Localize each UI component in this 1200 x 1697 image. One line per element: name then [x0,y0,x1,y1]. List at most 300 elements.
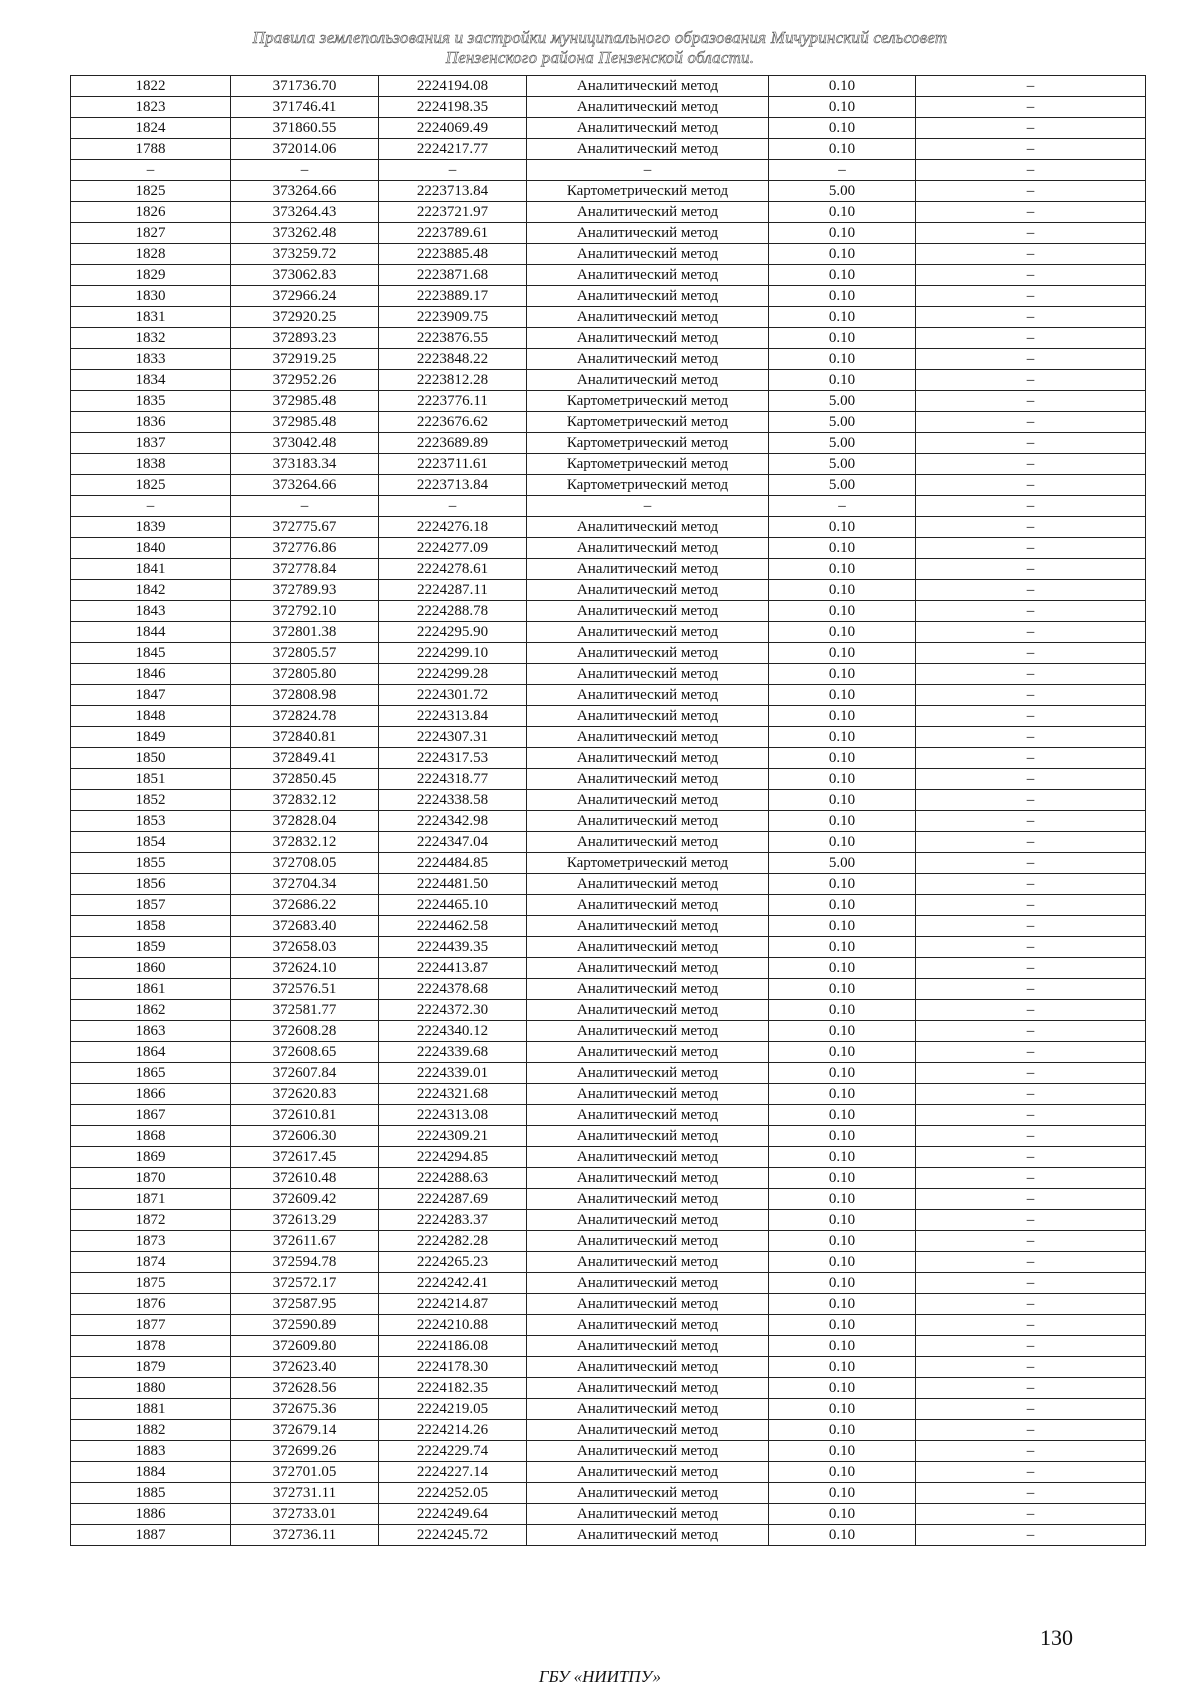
x-coordinate-cell: 372623.40 [231,1357,379,1378]
x-coordinate-cell: 372985.48 [231,412,379,433]
y-coordinate-cell: 2224339.01 [379,1063,527,1084]
y-coordinate-cell: 2224069.49 [379,118,527,139]
table-row [71,937,1146,958]
y-coordinate-cell: 2224186.08 [379,1336,527,1357]
accuracy-cell: 0.10 [769,1042,916,1063]
point-number-cell: 1841 [71,559,231,580]
table-row [71,559,1146,580]
x-coordinate-cell: 372893.23 [231,328,379,349]
point-number-cell: 1823 [71,97,231,118]
y-coordinate-cell: 2224465.10 [379,895,527,916]
y-coordinate-cell: 2224217.77 [379,139,527,160]
accuracy-cell: 0.10 [769,979,916,1000]
y-coordinate-cell: 2223812.28 [379,370,527,391]
method-cell: Аналитический метод [527,832,769,853]
x-coordinate-cell: 372608.65 [231,1042,379,1063]
point-number-cell: 1875 [71,1273,231,1294]
method-cell: Аналитический метод [527,580,769,601]
table-row [71,1252,1146,1273]
x-coordinate-cell: – [231,160,379,181]
method-cell: Аналитический метод [527,937,769,958]
y-coordinate-cell: 2224283.37 [379,1210,527,1231]
x-coordinate-cell: 372966.24 [231,286,379,307]
point-number-cell: 1874 [71,1252,231,1273]
y-coordinate-cell: 2224317.53 [379,748,527,769]
accuracy-cell: 0.10 [769,1378,916,1399]
accuracy-cell: – [769,496,916,517]
x-coordinate-cell: 372805.80 [231,664,379,685]
y-coordinate-cell: 2224484.85 [379,853,527,874]
point-number-cell: 1830 [71,286,231,307]
point-number-cell: 1871 [71,1189,231,1210]
accuracy-cell: 0.10 [769,664,916,685]
accuracy-cell: 0.10 [769,643,916,664]
point-number-cell: 1879 [71,1357,231,1378]
point-number-cell: 1825 [71,475,231,496]
accuracy-cell: 0.10 [769,895,916,916]
table-row [71,1294,1146,1315]
point-number-cell: 1840 [71,538,231,559]
x-coordinate-cell: 372658.03 [231,937,379,958]
table-row [71,622,1146,643]
method-cell: Аналитический метод [527,1357,769,1378]
table-row [71,853,1146,874]
x-coordinate-cell: 372952.26 [231,370,379,391]
method-cell: Аналитический метод [527,1189,769,1210]
method-cell: Аналитический метод [527,643,769,664]
accuracy-cell: 0.10 [769,622,916,643]
method-cell: Аналитический метод [527,664,769,685]
point-number-cell: 1884 [71,1462,231,1483]
point-number-cell: 1848 [71,706,231,727]
table-row [71,1315,1146,1336]
x-coordinate-cell: 372731.11 [231,1483,379,1504]
page-footer: ГБУ «НИИТПУ» [538,1667,662,1686]
point-number-cell: 1878 [71,1336,231,1357]
note-cell: – [916,1315,1146,1336]
y-coordinate-cell: 2224413.87 [379,958,527,979]
point-number-cell: 1851 [71,769,231,790]
x-coordinate-cell: 372824.78 [231,706,379,727]
method-cell: Аналитический метод [527,1084,769,1105]
accuracy-cell: 0.10 [769,832,916,853]
x-coordinate-cell: 372919.25 [231,349,379,370]
method-cell: Аналитический метод [527,538,769,559]
y-coordinate-cell: 2224288.78 [379,601,527,622]
y-coordinate-cell: 2224288.63 [379,1168,527,1189]
x-coordinate-cell: 372609.42 [231,1189,379,1210]
x-coordinate-cell: 372590.89 [231,1315,379,1336]
y-coordinate-cell: 2224210.88 [379,1315,527,1336]
table-row [71,454,1146,475]
y-coordinate-cell: – [379,160,527,181]
x-coordinate-cell: 372611.67 [231,1231,379,1252]
x-coordinate-cell: 372733.01 [231,1504,379,1525]
accuracy-cell: 5.00 [769,391,916,412]
table-row [71,349,1146,370]
note-cell: – [916,1357,1146,1378]
method-cell: Аналитический метод [527,1063,769,1084]
accuracy-cell: 0.10 [769,1441,916,1462]
note-cell: – [916,1441,1146,1462]
method-cell: Аналитический метод [527,1399,769,1420]
method-cell: Аналитический метод [527,979,769,1000]
y-coordinate-cell: 2224321.68 [379,1084,527,1105]
y-coordinate-cell: 2223871.68 [379,265,527,286]
note-cell: – [916,748,1146,769]
accuracy-cell: 0.10 [769,1420,916,1441]
method-cell: Аналитический метод [527,1378,769,1399]
note-cell: – [916,139,1146,160]
method-cell: Аналитический метод [527,1273,769,1294]
x-coordinate-cell: 373062.83 [231,265,379,286]
x-coordinate-cell: 372620.83 [231,1084,379,1105]
note-cell: – [916,1399,1146,1420]
y-coordinate-cell: 2223889.17 [379,286,527,307]
method-cell: Аналитический метод [527,1126,769,1147]
method-cell: Аналитический метод [527,1420,769,1441]
note-cell: – [916,1294,1146,1315]
y-coordinate-cell: 2224214.26 [379,1420,527,1441]
x-coordinate-cell: – [231,496,379,517]
point-number-cell: 1861 [71,979,231,1000]
x-coordinate-cell: 373264.43 [231,202,379,223]
coordinates-table-body [71,76,1146,1546]
method-cell: Аналитический метод [527,958,769,979]
point-number-cell: 1835 [71,391,231,412]
x-coordinate-cell: 372775.67 [231,517,379,538]
accuracy-cell: 0.10 [769,265,916,286]
accuracy-cell: 0.10 [769,1147,916,1168]
accuracy-cell: 0.10 [769,685,916,706]
point-number-cell: – [71,496,231,517]
note-cell: – [916,790,1146,811]
x-coordinate-cell: 372624.10 [231,958,379,979]
table-row [71,181,1146,202]
method-cell: Аналитический метод [527,685,769,706]
method-cell: Аналитический метод [527,874,769,895]
method-cell: Аналитический метод [527,76,769,97]
point-number-cell: 1869 [71,1147,231,1168]
y-coordinate-cell: 2224276.18 [379,517,527,538]
method-cell: Аналитический метод [527,1525,769,1546]
x-coordinate-cell: 372840.81 [231,727,379,748]
y-coordinate-cell: 2223713.84 [379,181,527,202]
note-cell: – [916,76,1146,97]
point-number-cell: 1882 [71,1420,231,1441]
point-number-cell: 1829 [71,265,231,286]
x-coordinate-cell: 372594.78 [231,1252,379,1273]
note-cell: – [916,391,1146,412]
accuracy-cell: 0.10 [769,1210,916,1231]
note-cell: – [916,1210,1146,1231]
table-row [71,1021,1146,1042]
page-number: 130 [1040,1625,1073,1650]
note-cell: – [916,328,1146,349]
y-coordinate-cell: 2224313.08 [379,1105,527,1126]
method-cell: Аналитический метод [527,139,769,160]
y-coordinate-cell: 2224307.31 [379,727,527,748]
point-number-cell: 1828 [71,244,231,265]
accuracy-cell: 0.10 [769,1504,916,1525]
method-cell: Аналитический метод [527,706,769,727]
note-cell: – [916,853,1146,874]
point-number-cell: 1827 [71,223,231,244]
accuracy-cell: 0.10 [769,1063,916,1084]
note-cell: – [916,202,1146,223]
x-coordinate-cell: 372920.25 [231,307,379,328]
table-row [71,1462,1146,1483]
x-coordinate-cell: 371860.55 [231,118,379,139]
note-cell: – [916,1105,1146,1126]
accuracy-cell: 5.00 [769,412,916,433]
y-coordinate-cell: 2223713.84 [379,475,527,496]
y-coordinate-cell: 2224481.50 [379,874,527,895]
y-coordinate-cell: 2223689.89 [379,433,527,454]
accuracy-cell: 0.10 [769,1021,916,1042]
table-row [71,391,1146,412]
accuracy-cell: 0.10 [769,517,916,538]
method-cell: Картометрический метод [527,475,769,496]
method-cell: Аналитический метод [527,559,769,580]
y-coordinate-cell: 2223885.48 [379,244,527,265]
method-cell: Аналитический метод [527,370,769,391]
note-cell: – [916,307,1146,328]
y-coordinate-cell: 2224252.05 [379,1483,527,1504]
accuracy-cell: 0.10 [769,97,916,118]
y-coordinate-cell: 2224299.28 [379,664,527,685]
note-cell: – [916,517,1146,538]
note-cell: – [916,433,1146,454]
table-row [71,664,1146,685]
table-row [71,643,1146,664]
x-coordinate-cell: 372581.77 [231,1000,379,1021]
accuracy-cell: 0.10 [769,811,916,832]
x-coordinate-cell: 372792.10 [231,601,379,622]
table-row [71,727,1146,748]
point-number-cell: 1855 [71,853,231,874]
x-coordinate-cell: 372808.98 [231,685,379,706]
method-cell: Аналитический метод [527,223,769,244]
accuracy-cell: 0.10 [769,601,916,622]
y-coordinate-cell: 2223789.61 [379,223,527,244]
x-coordinate-cell: 372610.48 [231,1168,379,1189]
accuracy-cell: 0.10 [769,769,916,790]
accuracy-cell: 0.10 [769,1000,916,1021]
y-coordinate-cell: 2224318.77 [379,769,527,790]
method-cell: Аналитический метод [527,517,769,538]
x-coordinate-cell: 372849.41 [231,748,379,769]
table-row [71,1105,1146,1126]
x-coordinate-cell: 372607.84 [231,1063,379,1084]
note-cell: – [916,916,1146,937]
point-number-cell: 1864 [71,1042,231,1063]
table-row [71,1231,1146,1252]
note-cell: – [916,1504,1146,1525]
method-cell: Аналитический метод [527,790,769,811]
y-coordinate-cell: 2224309.21 [379,1126,527,1147]
point-number-cell: 1859 [71,937,231,958]
x-coordinate-cell: 372699.26 [231,1441,379,1462]
accuracy-cell: 0.10 [769,1105,916,1126]
note-cell: – [916,685,1146,706]
accuracy-cell: 0.10 [769,1357,916,1378]
point-number-cell: 1856 [71,874,231,895]
x-coordinate-cell: 372675.36 [231,1399,379,1420]
method-cell: Картометрический метод [527,412,769,433]
table-row [71,370,1146,391]
y-coordinate-cell: 2223776.11 [379,391,527,412]
table-row [71,118,1146,139]
point-number-cell: 1866 [71,1084,231,1105]
x-coordinate-cell: 372608.28 [231,1021,379,1042]
y-coordinate-cell: 2224282.28 [379,1231,527,1252]
x-coordinate-cell: 372610.81 [231,1105,379,1126]
table-row [71,538,1146,559]
method-cell: Картометрический метод [527,853,769,874]
x-coordinate-cell: 373259.72 [231,244,379,265]
x-coordinate-cell: 373262.48 [231,223,379,244]
table-row [71,97,1146,118]
method-cell: Аналитический метод [527,811,769,832]
y-coordinate-cell: 2224182.35 [379,1378,527,1399]
method-cell: Аналитический метод [527,1147,769,1168]
note-cell: – [916,454,1146,475]
accuracy-cell: 0.10 [769,1126,916,1147]
x-coordinate-cell: 372736.11 [231,1525,379,1546]
point-number-cell: 1842 [71,580,231,601]
note-cell: – [916,1042,1146,1063]
accuracy-cell: 0.10 [769,1168,916,1189]
x-coordinate-cell: 372679.14 [231,1420,379,1441]
y-coordinate-cell: 2224198.35 [379,97,527,118]
y-coordinate-cell: 2224219.05 [379,1399,527,1420]
table-row [71,790,1146,811]
method-cell: Аналитический метод [527,307,769,328]
y-coordinate-cell: 2224194.08 [379,76,527,97]
accuracy-cell: 0.10 [769,118,916,139]
note-cell: – [916,559,1146,580]
point-number-cell: 1860 [71,958,231,979]
point-number-cell: 1862 [71,1000,231,1021]
accuracy-cell: 0.10 [769,1399,916,1420]
table-row [71,811,1146,832]
note-cell: – [916,496,1146,517]
note-cell: – [916,1420,1146,1441]
point-number-cell: 1853 [71,811,231,832]
y-coordinate-cell: 2224342.98 [379,811,527,832]
table-row [71,1042,1146,1063]
point-number-cell: 1837 [71,433,231,454]
point-number-cell: 1883 [71,1441,231,1462]
method-cell: Аналитический метод [527,1462,769,1483]
accuracy-cell: 0.10 [769,1483,916,1504]
y-coordinate-cell: 2224249.64 [379,1504,527,1525]
point-number-cell: 1858 [71,916,231,937]
accuracy-cell: 0.10 [769,286,916,307]
note-cell: – [916,664,1146,685]
table-row [71,412,1146,433]
y-coordinate-cell: 2223711.61 [379,454,527,475]
table-row [71,1441,1146,1462]
x-coordinate-cell: 372832.12 [231,790,379,811]
table-row [71,223,1146,244]
point-number-cell: 1822 [71,76,231,97]
x-coordinate-cell: 372828.04 [231,811,379,832]
method-cell: Аналитический метод [527,769,769,790]
note-cell: – [916,349,1146,370]
accuracy-cell: 0.10 [769,370,916,391]
method-cell: Аналитический метод [527,1483,769,1504]
x-coordinate-cell: 372014.06 [231,139,379,160]
note-cell: – [916,622,1146,643]
method-cell: Аналитический метод [527,748,769,769]
note-cell: – [916,1273,1146,1294]
note-cell: – [916,811,1146,832]
point-number-cell: 1839 [71,517,231,538]
table-row [71,1399,1146,1420]
accuracy-cell: 5.00 [769,475,916,496]
x-coordinate-cell: 372708.05 [231,853,379,874]
note-cell: – [916,1000,1146,1021]
note-cell: – [916,958,1146,979]
accuracy-cell: 0.10 [769,1462,916,1483]
note-cell: – [916,265,1146,286]
accuracy-cell: 0.10 [769,307,916,328]
table-row [71,1357,1146,1378]
method-cell: Аналитический метод [527,1021,769,1042]
y-coordinate-cell: 2224214.87 [379,1294,527,1315]
y-coordinate-cell: 2224287.69 [379,1189,527,1210]
x-coordinate-cell: 372628.56 [231,1378,379,1399]
note-cell: – [916,160,1146,181]
y-coordinate-cell: 2224372.30 [379,1000,527,1021]
y-coordinate-cell: 2224340.12 [379,1021,527,1042]
y-coordinate-cell: 2223721.97 [379,202,527,223]
note-cell: – [916,580,1146,601]
accuracy-cell: 0.10 [769,937,916,958]
method-cell: Аналитический метод [527,1336,769,1357]
table-row [71,769,1146,790]
point-number-cell: 1845 [71,643,231,664]
y-coordinate-cell: 2224313.84 [379,706,527,727]
point-number-cell: 1844 [71,622,231,643]
table-row [71,706,1146,727]
note-cell: – [916,832,1146,853]
table-row [71,1336,1146,1357]
x-coordinate-cell: 372613.29 [231,1210,379,1231]
point-number-cell: 1886 [71,1504,231,1525]
note-cell: – [916,286,1146,307]
method-cell: Аналитический метод [527,622,769,643]
note-cell: – [916,1147,1146,1168]
accuracy-cell: 0.10 [769,1525,916,1546]
accuracy-cell: 0.10 [769,1336,916,1357]
note-cell: – [916,1462,1146,1483]
accuracy-cell: 0.10 [769,706,916,727]
x-coordinate-cell: 372704.34 [231,874,379,895]
method-cell: Аналитический метод [527,286,769,307]
x-coordinate-cell: 372609.80 [231,1336,379,1357]
note-cell: – [916,244,1146,265]
running-header [150,28,1050,68]
table-row [71,580,1146,601]
method-cell: Картометрический метод [527,391,769,412]
x-coordinate-cell: 372832.12 [231,832,379,853]
accuracy-cell: 5.00 [769,181,916,202]
x-coordinate-cell: 372686.22 [231,895,379,916]
table-row [71,1189,1146,1210]
